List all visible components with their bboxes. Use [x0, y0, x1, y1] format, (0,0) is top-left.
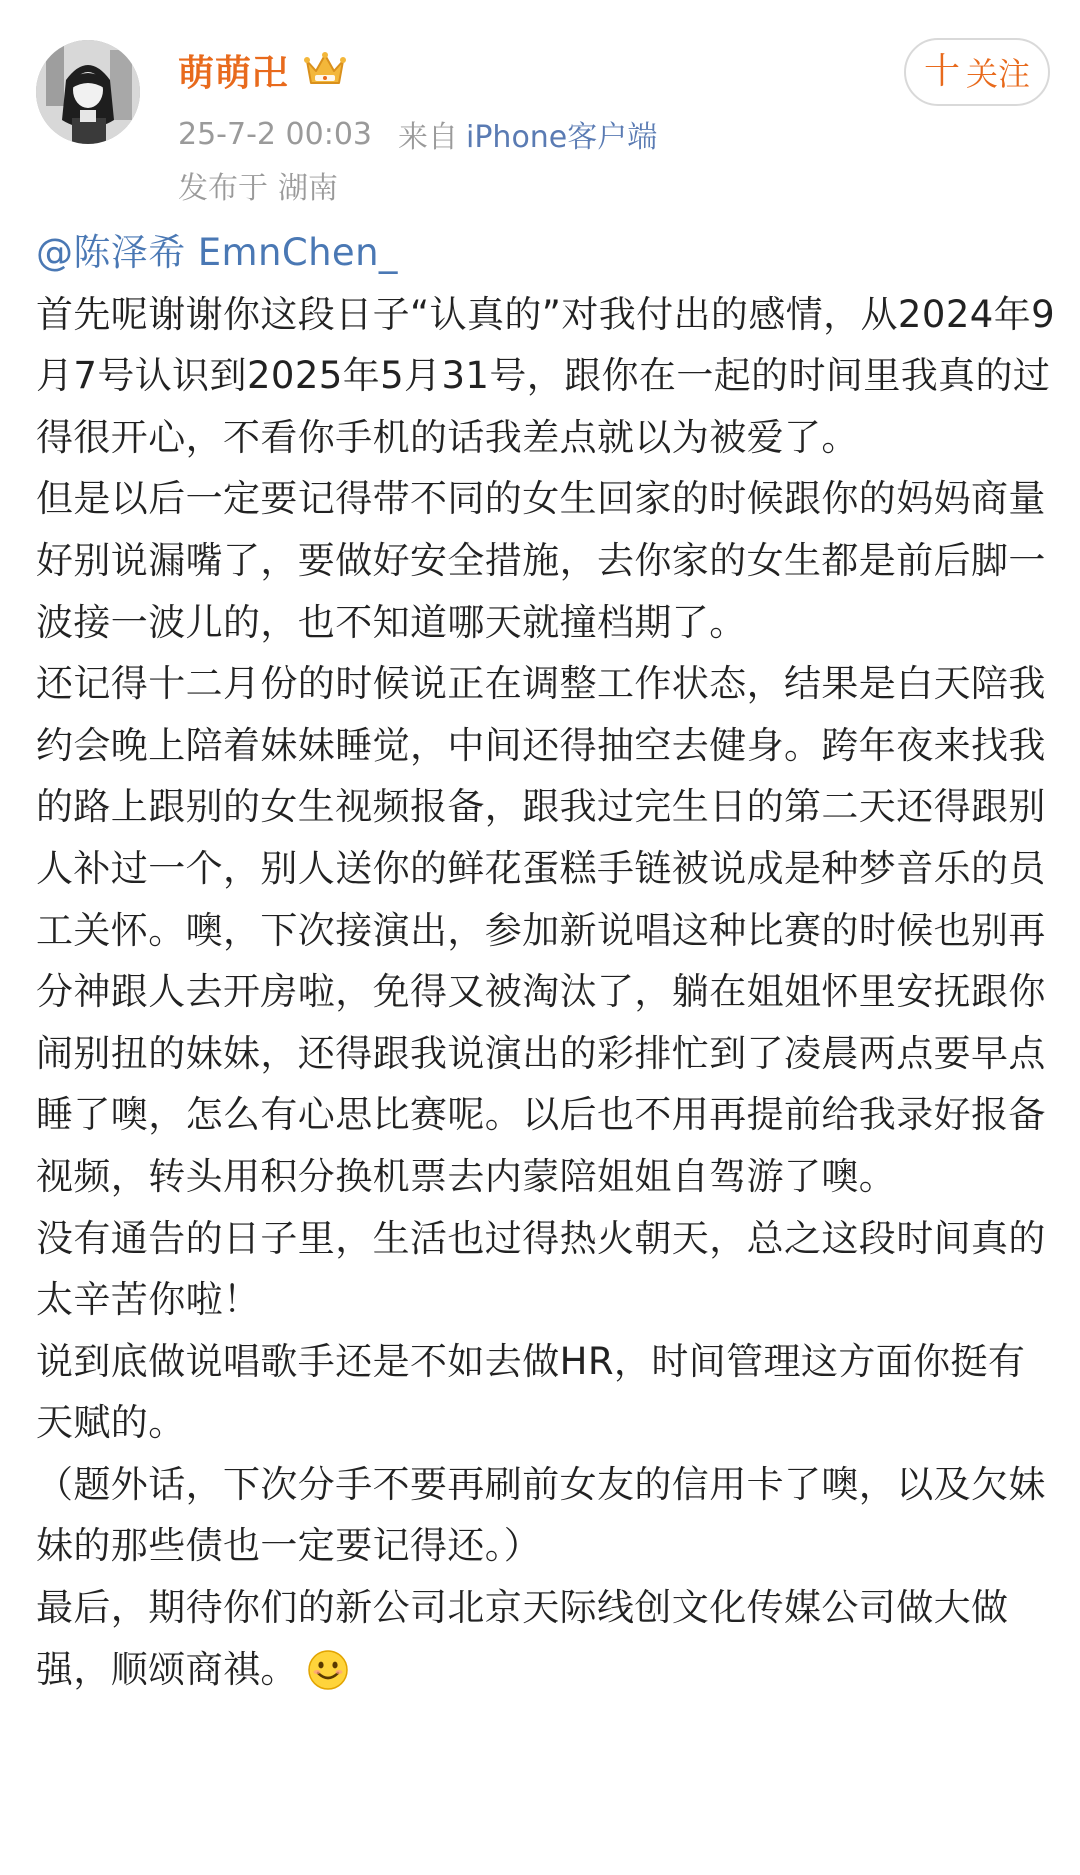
- location-label: 发布于: [178, 171, 268, 206]
- plus-icon: 十: [923, 51, 960, 92]
- mention-link[interactable]: @陈泽希 EmnChen_: [36, 231, 398, 274]
- closing-paragraph: [36, 1577, 1056, 1700]
- avatar[interactable]: [36, 40, 140, 144]
- name-row: [178, 44, 347, 96]
- meta-row: [178, 112, 657, 156]
- paragraph-4: 没有通告的日子里，生活也过得热火朝天，总之这段时间真的太辛苦你啦！: [36, 1216, 1046, 1322]
- follow-button[interactable]: [904, 38, 1050, 106]
- post-timestamp: 25-7-2 00:03: [178, 116, 372, 152]
- paragraph-5: 说到底做说唱歌手还是不如去做HR，时间管理这方面你挺有天赋的。: [36, 1339, 1026, 1445]
- post-header: [0, 0, 1080, 206]
- paragraph-6: （题外话，下次分手不要再刷前女友的信用卡了噢，以及欠妹妹的那些债也一定要记得还。）: [36, 1462, 1046, 1568]
- location-row: [178, 163, 338, 207]
- paragraph-1: 首先呢谢谢你这段日子“认真的”对我付出的感情，从2024年9月7号认识到2025年5月31号，跟你在一起的时间里我真的过得很开心，不看你手机的话我差点就以为被爱了。: [36, 292, 1056, 459]
- smile-emoji-icon: [306, 1648, 350, 1692]
- post-body: [36, 222, 1056, 1700]
- avatar-image: [36, 40, 140, 144]
- paragraph-3: 还记得十二月份的时候说正在调整工作状态，结果是白天陪我约会晚上陪着妹妹睡觉，中间还得抽空去健身。跨年夜来找我的路上跟别的女生视频报备，跟我过完生日的第二天还得跟别人补过一个，别人送你的鲜花蛋糕手链被说成是种梦音乐的员工关怀。噢，下次接演出，参加新说唱这种比赛的时候也别再分神跟人去开房啦，免得又被淘汰了，躺在姐姐怀里安抚跟你闹别扭的妹妹，还得跟我说演出的彩排忙到了凌晨两点要早点睡了噢，怎么有心思比赛呢。以后也不用再提前给我录好报备视频，转头用积分换机票去内蒙陪姐姐自驾游了噢。: [36, 662, 1046, 1198]
- username[interactable]: 萌萌卍: [178, 52, 290, 94]
- closing-text: 最后，期待你们的新公司北京天际线创文化传媒公司做大做强，顺颂商祺。: [36, 1586, 1009, 1691]
- paragraph-2: 但是以后一定要记得带不同的女生回家的时候跟你的妈妈商量好别说漏嘴了，要做好安全措施，去你家的女生都是前后脚一波接一波儿的，也不知道哪天就撞档期了。: [36, 477, 1046, 644]
- location-value: 湖南: [278, 171, 338, 206]
- crown-icon: [303, 51, 347, 89]
- follow-label: 关注: [966, 55, 1031, 93]
- source-label: 来自: [398, 120, 458, 155]
- source-device-link[interactable]: iPhone客户端: [466, 120, 658, 155]
